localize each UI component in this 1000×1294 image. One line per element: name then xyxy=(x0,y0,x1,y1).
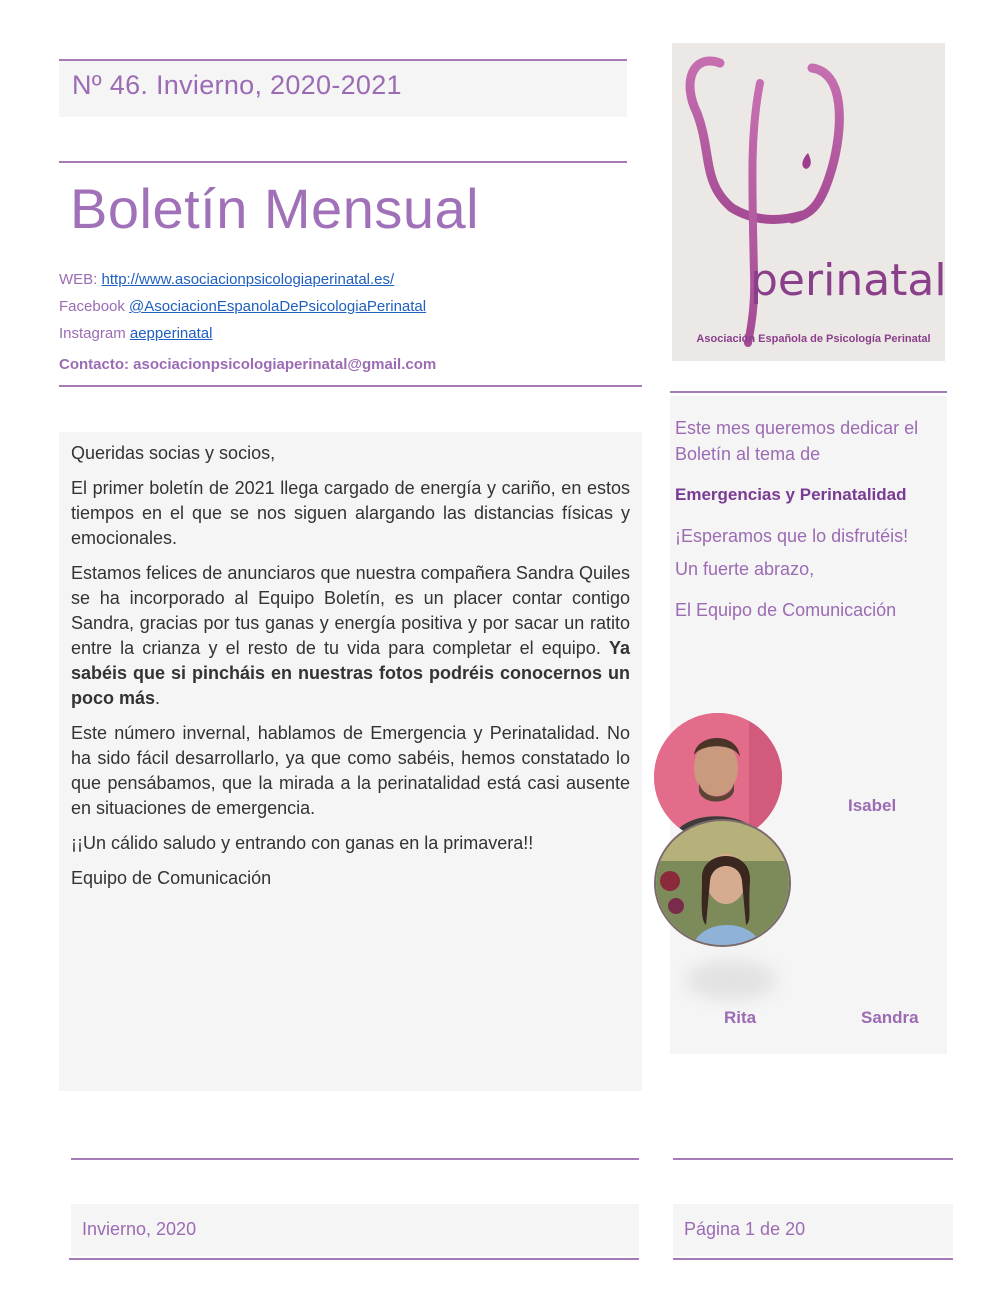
instagram-link[interactable]: aepperinatal xyxy=(129,325,213,342)
paragraph-2-end: . xyxy=(155,688,161,708)
instagram-label: Instagram xyxy=(59,325,126,342)
instagram-line xyxy=(59,325,212,342)
footer-left-top-rule xyxy=(71,1158,639,1160)
info-bottom-rule xyxy=(59,385,642,387)
letter-paragraph-2 xyxy=(71,561,630,711)
facebook-label: Facebook xyxy=(59,298,125,315)
letter-text xyxy=(71,441,630,901)
title-rule xyxy=(59,161,627,163)
page-title: Boletín Mensual xyxy=(70,177,480,240)
sidebar-team: El Equipo de Comunicación xyxy=(675,600,897,620)
letter-paragraph-1: El primer boletín de 2021 llega cargado de energía y cariño, en estos tiempos en el que se nos siguen alargando las distancias físicas y emocionales. xyxy=(71,478,630,548)
name-sandra: Sandra xyxy=(861,1008,919,1027)
letter-paragraph-4: ¡¡Un cálido saludo y entrando con ganas en la primavera!! xyxy=(71,833,534,853)
photos-hint: Ya sabéis que si pincháis en nuestras fotos podréis conocernos un poco más xyxy=(71,638,630,708)
letter-paragraph-3: Este número invernal, hablamos de Emergencia y Perinatalidad. No ha sido fácil desarrollarlo, ya que como sabéis, hemos constatado lo que pensábamos, que la mirada a la perinatalidad está casi ausente en situaciones de emergencia. xyxy=(71,723,630,818)
person-icon xyxy=(656,821,791,947)
footer-season: Invierno, 2020 xyxy=(82,1219,197,1239)
photo-shadow xyxy=(686,960,776,1000)
footer-right-bottom-rule xyxy=(673,1258,953,1260)
web-line xyxy=(59,271,394,288)
sidebar-wish: ¡Esperamos que lo disfrutéis! xyxy=(675,526,909,546)
sidebar-intro: Este mes queremos dedicar el Boletín al tema de xyxy=(675,418,919,464)
web-label: WEB: xyxy=(59,271,98,288)
contact-line: Contacto: asociacionpsicologiaperinatal@gmail.com xyxy=(59,356,437,373)
logo-subtitle: Asociación Española de Psicología Perinatal xyxy=(696,333,931,345)
paragraph-2-text: Estamos felices de anunciaros que nuestra compañera Sandra Quiles se ha incorporado al Equipo Boletín, es un placer contar contigo Sandra, gracias por tus ganas y energía positiva y por sacar un ratito entre la crianza y el resto de tu vida para completar el equipo. xyxy=(71,563,630,658)
footer-left-bottom-rule xyxy=(69,1258,639,1260)
facebook-link[interactable]: @AsociacionEspanolaDePsicologiaPerinatal xyxy=(129,298,427,315)
web-link[interactable]: http://www.asociacionpsicologiaperinatal.es/ xyxy=(101,271,395,288)
issue-title: Nº 46. Invierno, 2020-2021 xyxy=(72,70,402,100)
name-isabel: Isabel xyxy=(848,796,897,815)
psi-logo-icon xyxy=(672,43,945,361)
sidebar-hug: Un fuerte abrazo, xyxy=(675,559,815,579)
sidebar-top-rule xyxy=(670,391,947,393)
page-number: Página 1 de 20 xyxy=(684,1219,806,1239)
facebook-line xyxy=(59,298,426,315)
letter-greeting: Queridas socias y socios, xyxy=(71,443,276,463)
team-photo-rita[interactable] xyxy=(654,819,791,947)
sidebar-topic: Emergencias y Perinatalidad xyxy=(675,485,907,504)
name-rita: Rita xyxy=(724,1008,757,1027)
letter-signature: Equipo de Comunicación xyxy=(71,868,272,888)
logo-wordmark: perinatal xyxy=(750,255,947,306)
association-logo xyxy=(672,43,945,361)
footer-right-top-rule xyxy=(673,1158,953,1160)
